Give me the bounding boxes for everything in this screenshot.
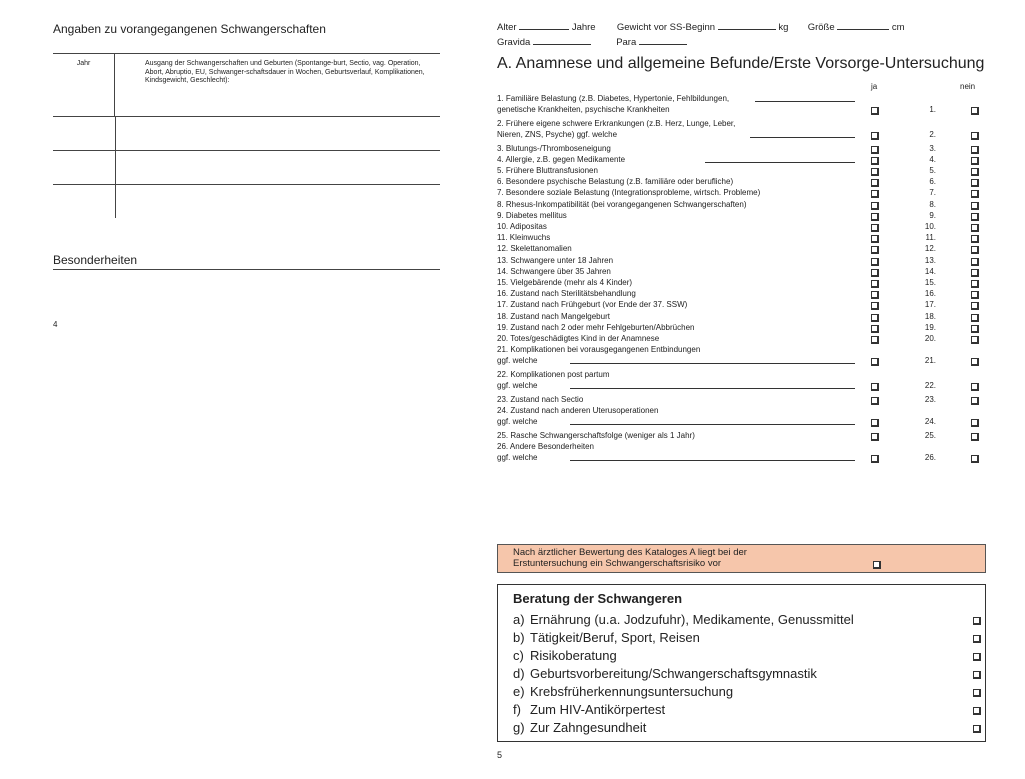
anamnese-item-24-cont	[497, 416, 987, 428]
details-field[interactable]	[570, 380, 855, 389]
beratung-text: Geburtsvorbereitung/Schwangerschaftsgymnastik	[530, 666, 817, 681]
left-page-title: Angaben zu vorangegangenen Schwangerschaften	[53, 22, 326, 36]
anamnese-item-text: 13. Schwangere unter 18 Jahren	[497, 255, 614, 265]
anamnese-item-text: 21. Komplikationen bei vorausgegangenen Entbindungen	[497, 345, 701, 355]
nein-checkbox[interactable]	[971, 383, 979, 391]
item-number: 21.	[924, 356, 936, 366]
nein-checkbox[interactable]	[971, 246, 979, 254]
beratung-text: Krebsfrüherkennungsuntersuchung	[530, 684, 734, 699]
beratung-item	[513, 683, 733, 700]
ja-checkbox[interactable]	[871, 280, 879, 288]
anamnese-item-text: 15. Vielgebärende (mehr als 4 Kinder)	[497, 278, 633, 287]
nein-checkbox[interactable]	[971, 314, 979, 322]
gewicht-label: Gewicht vor SS-Beginn	[616, 22, 716, 33]
beratung-checkbox[interactable]	[973, 689, 981, 697]
anamnese-item-text: 20. Totes/geschädigtes Kind in der Anamnese	[497, 334, 660, 343]
item-number: 4.	[929, 154, 936, 164]
item-number: 13.	[924, 255, 936, 265]
anamnese-item-21	[497, 344, 987, 356]
beratung-letter: e)	[513, 684, 525, 699]
ja-checkbox[interactable]	[871, 132, 879, 140]
anamnese-item-text: 19. Zustand nach 2 oder mehr Fehlgeburten/Abbrüchen	[497, 322, 695, 332]
ja-checkbox[interactable]	[871, 146, 879, 154]
item-number: 23.	[924, 394, 936, 404]
ja-checkbox[interactable]	[871, 258, 879, 266]
anamnese-item-25	[497, 430, 987, 442]
ja-checkbox[interactable]	[871, 246, 879, 254]
beratung-item	[513, 647, 617, 664]
anamnese-item-text: 7. Besondere soziale Belastung (Integrationsprobleme, wirtsch. Probleme)	[497, 188, 761, 198]
ja-checkbox[interactable]	[871, 336, 879, 344]
ja-checkbox[interactable]	[871, 157, 879, 165]
para-field[interactable]	[639, 35, 687, 45]
item-number: 3.	[929, 143, 936, 153]
nein-checkbox[interactable]	[971, 302, 979, 310]
beratung-text: Zur Zahngesundheit	[530, 720, 647, 735]
item-number: 10.	[924, 222, 936, 231]
anamnese-item-text: 16. Zustand nach Sterilitätsbehandlung	[497, 289, 636, 299]
details-field[interactable]	[750, 129, 855, 138]
risk-checkbox[interactable]	[873, 561, 881, 569]
beratung-item	[513, 629, 700, 646]
item-number: 8.	[929, 199, 936, 209]
item-number: 9.	[929, 210, 936, 220]
ja-checkbox[interactable]	[871, 213, 879, 221]
anamnese-item-text: 18. Zustand nach Mangelgeburt	[497, 311, 610, 321]
beratung-checkbox[interactable]	[973, 653, 981, 661]
anamnese-item-24	[497, 405, 987, 417]
ja-checkbox[interactable]	[871, 291, 879, 299]
details-field[interactable]	[570, 355, 855, 364]
item-number: 14.	[924, 266, 936, 276]
anamnese-item-12	[497, 243, 987, 255]
details-field[interactable]	[570, 452, 855, 461]
col-outcome-header: Ausgang der Schwangerschaften und Geburten (Spontange-burt, Sectio, vag. Operation, Abort, Abruptio, EU, Schwanger-schaftsdauer in Wochen, Geburtsverlauf, Komplikationen, Kindsgewicht, Geschlecht):	[145, 60, 425, 84]
item-number: 17.	[924, 300, 936, 310]
beratung-checkbox[interactable]	[973, 725, 981, 733]
anamnese-item-19	[497, 322, 987, 334]
ja-checkbox[interactable]	[871, 358, 879, 366]
anamnese-item-20	[497, 333, 987, 345]
ja-checkbox[interactable]	[871, 383, 879, 391]
nein-checkbox[interactable]	[971, 455, 979, 463]
beratung-text: Tätigkeit/Beruf, Sport, Reisen	[530, 630, 700, 645]
beratung-letter: d)	[513, 666, 525, 681]
ja-checkbox[interactable]	[871, 325, 879, 333]
item-number: 18.	[924, 311, 936, 321]
item-number: 20.	[924, 334, 936, 343]
item-number: 16.	[924, 289, 936, 299]
anamnese-item-3	[497, 143, 987, 155]
item-number: 11.	[925, 233, 936, 243]
nein-checkbox[interactable]	[971, 235, 979, 243]
col-nein-label: nein	[960, 82, 976, 91]
anamnese-item-text: 24. Zustand nach anderen Uterusoperationen	[497, 406, 659, 415]
anamnese-item-23	[497, 394, 987, 406]
nein-checkbox[interactable]	[971, 280, 979, 288]
item-number: 22.	[924, 381, 936, 391]
item-number: 6.	[929, 177, 936, 187]
anamnese-item-7	[497, 187, 987, 199]
beratung-letter: f)	[513, 702, 521, 717]
anamnese-item-text: 2. Frühere eigene schwere Erkrankungen (z.B. Herz, Lunge, Leber,	[497, 118, 736, 128]
para-label: Para	[616, 37, 637, 48]
beratung-checkbox[interactable]	[973, 617, 981, 625]
ja-checkbox[interactable]	[871, 302, 879, 310]
nein-checkbox[interactable]	[971, 146, 979, 154]
anamnese-item-18	[497, 311, 987, 323]
beratung-letter: c)	[513, 648, 524, 663]
anamnese-item-text: genetische Krankheiten, psychische Krankheiten	[497, 105, 670, 115]
beratung-letter: g)	[513, 720, 525, 735]
left-page-number: 4	[53, 320, 58, 329]
item-number: 7.	[929, 188, 936, 198]
nein-checkbox[interactable]	[971, 190, 979, 198]
item-number: 24.	[924, 417, 936, 427]
anamnese-item-text: 11. Kleinwuchs	[497, 233, 551, 243]
item-number: 1.	[929, 105, 936, 115]
anamnese-item-text: 4. Allergie, z.B. gegen Medikamente	[497, 154, 626, 164]
jahre-unit: Jahre	[571, 22, 596, 33]
nein-checkbox[interactable]	[971, 269, 979, 277]
item-number: 5.	[929, 166, 936, 175]
beratung-letter: a)	[513, 612, 525, 627]
anamnese-item-text: 8. Rhesus-Inkompatibilität (bei vorangegangenen Schwangerschaften)	[497, 199, 747, 209]
beratung-item	[513, 665, 817, 682]
nein-checkbox[interactable]	[971, 202, 979, 210]
anamnese-item-1-cont	[497, 104, 987, 116]
details-field[interactable]	[570, 416, 855, 425]
anamnese-item-text: 12. Skelettanomalien	[497, 244, 572, 254]
nein-checkbox[interactable]	[971, 325, 979, 333]
risk-assessment-box	[497, 544, 986, 573]
anamnese-item-text: 14. Schwangere über 35 Jahren	[497, 266, 611, 276]
beratung-title: Beratung der Schwangeren	[513, 591, 683, 606]
anamnese-item-text: Nieren, ZNS, Psyche) ggf. welche	[497, 130, 618, 139]
section-a-title: A. Anamnese und allgemeine Befunde/Erste Vorsorge-Untersuchung	[497, 55, 985, 72]
ja-checkbox[interactable]	[871, 419, 879, 427]
groesse-label: Größe	[807, 22, 835, 33]
header-row-1	[497, 20, 905, 33]
anamnese-item-11	[497, 232, 987, 244]
nein-checkbox[interactable]	[971, 213, 979, 221]
anamnese-item-text: ggf. welche	[497, 453, 538, 463]
ja-checkbox[interactable]	[871, 314, 879, 322]
header-row-2	[497, 35, 687, 48]
anamnese-item-9	[497, 210, 987, 222]
nein-checkbox[interactable]	[971, 433, 979, 441]
ja-checkbox[interactable]	[871, 269, 879, 277]
beratung-checkbox[interactable]	[973, 635, 981, 643]
anamnese-item-4	[497, 154, 987, 166]
table-row[interactable]	[53, 151, 440, 185]
anamnese-item-text: 26. Andere Besonderheiten	[497, 442, 594, 451]
groesse-field[interactable]	[837, 20, 889, 30]
item-number: 2.	[929, 130, 936, 139]
anamnese-item-22	[497, 369, 987, 381]
previous-pregnancies-table	[53, 53, 440, 218]
nein-checkbox[interactable]	[971, 132, 979, 140]
anamnese-item-text: 25. Rasche Schwangerschaftsfolge (weniger als 1 Jahr)	[497, 430, 695, 440]
anamnese-item-16	[497, 288, 987, 300]
beratung-checkbox[interactable]	[973, 671, 981, 679]
right-page-number: 5	[497, 750, 503, 760]
anamnese-item-text: 5. Frühere Bluttransfusionen	[497, 166, 598, 175]
anamnese-item-15	[497, 277, 987, 289]
alter-label: Alter	[497, 22, 517, 33]
anamnese-item-21-cont	[497, 355, 987, 367]
beratung-text: Ernährung (u.a. Jodzufuhr), Medikamente, Genussmittel	[530, 612, 854, 627]
anamnese-item-10	[497, 221, 987, 233]
anamnese-item-26	[497, 441, 987, 453]
anamnese-item-6	[497, 176, 987, 188]
ja-checkbox[interactable]	[871, 397, 879, 405]
beratung-checkbox[interactable]	[973, 707, 981, 715]
table-row[interactable]	[53, 185, 440, 218]
nein-checkbox[interactable]	[971, 358, 979, 366]
anamnese-item-1	[497, 93, 987, 105]
beratung-box	[497, 584, 986, 742]
beratung-item	[513, 701, 665, 718]
anamnese-item-text: 1. Familiäre Belastung (z.B. Diabetes, Hypertonie, Fehlbildungen,	[497, 94, 730, 103]
item-number: 19.	[924, 322, 936, 332]
risk-line-2: Erstuntersuchung ein Schwangerschaftsrisiko vor	[513, 558, 722, 569]
col-year-header: Jahr	[53, 54, 115, 116]
anamnese-item-14	[497, 266, 987, 278]
anamnese-item-text: 10. Adipositas	[497, 222, 547, 231]
risk-line-1: Nach ärztlicher Bewertung des Kataloges A liegt bei der	[513, 547, 747, 558]
details-field[interactable]	[755, 93, 855, 102]
anamnese-item-8	[497, 199, 987, 211]
item-number: 26.	[924, 453, 936, 463]
anamnese-item-2-cont	[497, 129, 987, 141]
ja-checkbox[interactable]	[871, 224, 879, 232]
nein-checkbox[interactable]	[971, 291, 979, 299]
nein-checkbox[interactable]	[971, 168, 979, 176]
anamnese-item-text: 3. Blutungs-/Thromboseneigung	[497, 143, 611, 153]
gravida-label: Gravida	[497, 37, 531, 48]
anamnese-item-17	[497, 299, 987, 311]
ja-checkbox[interactable]	[871, 107, 879, 115]
nein-checkbox[interactable]	[971, 419, 979, 427]
gewicht-field[interactable]	[718, 20, 776, 30]
nein-checkbox[interactable]	[971, 397, 979, 405]
anamnese-item-text: 9. Diabetes mellitus	[497, 210, 567, 220]
anamnese-item-text: ggf. welche	[497, 356, 538, 366]
alter-field[interactable]	[519, 20, 569, 30]
col-ja-label: ja	[871, 82, 878, 91]
table-header	[53, 54, 440, 117]
anamnese-item-text: 23. Zustand nach Sectio	[497, 394, 584, 404]
ja-checkbox[interactable]	[871, 433, 879, 441]
ja-checkbox[interactable]	[871, 235, 879, 243]
ja-checkbox[interactable]	[871, 179, 879, 187]
anamnese-item-text: 22. Komplikationen post partum	[497, 370, 610, 379]
gravida-field[interactable]	[533, 35, 591, 45]
anamnese-item-text: 6. Besondere psychische Belastung (z.B. familiäre oder berufliche)	[497, 177, 734, 187]
anamnese-item-text: ggf. welche	[497, 417, 538, 427]
ja-checkbox[interactable]	[871, 168, 879, 176]
besonderheiten-label: Besonderheiten	[53, 253, 440, 270]
item-number: 15.	[924, 278, 936, 287]
beratung-text: Zum HIV-Antikörpertest	[530, 702, 666, 717]
table-row[interactable]	[53, 117, 440, 151]
nein-checkbox[interactable]	[971, 224, 979, 232]
anamnese-item-13	[497, 255, 987, 267]
anamnese-item-text: ggf. welche	[497, 381, 538, 391]
beratung-letter: b)	[513, 630, 525, 645]
anamnese-item-text: 17. Zustand nach Frühgeburt (vor Ende der 37. SSW)	[497, 300, 688, 310]
ja-checkbox[interactable]	[871, 190, 879, 198]
nein-checkbox[interactable]	[971, 179, 979, 187]
nein-checkbox[interactable]	[971, 107, 979, 115]
cm-unit: cm	[891, 22, 905, 33]
anamnese-item-5	[497, 165, 987, 177]
ja-checkbox[interactable]	[871, 455, 879, 463]
beratung-text: Risikoberatung	[530, 648, 617, 663]
nein-checkbox[interactable]	[971, 157, 979, 165]
item-number: 25.	[924, 430, 936, 440]
ja-checkbox[interactable]	[871, 202, 879, 210]
beratung-item	[513, 719, 646, 736]
item-number: 12.	[924, 244, 936, 254]
nein-checkbox[interactable]	[971, 258, 979, 266]
kg-unit: kg	[778, 22, 789, 33]
anamnese-item-22-cont	[497, 380, 987, 392]
nein-checkbox[interactable]	[971, 336, 979, 344]
anamnese-item-26-cont	[497, 452, 987, 464]
beratung-item	[513, 611, 854, 628]
details-field[interactable]	[705, 154, 855, 163]
anamnese-item-2	[497, 118, 987, 130]
